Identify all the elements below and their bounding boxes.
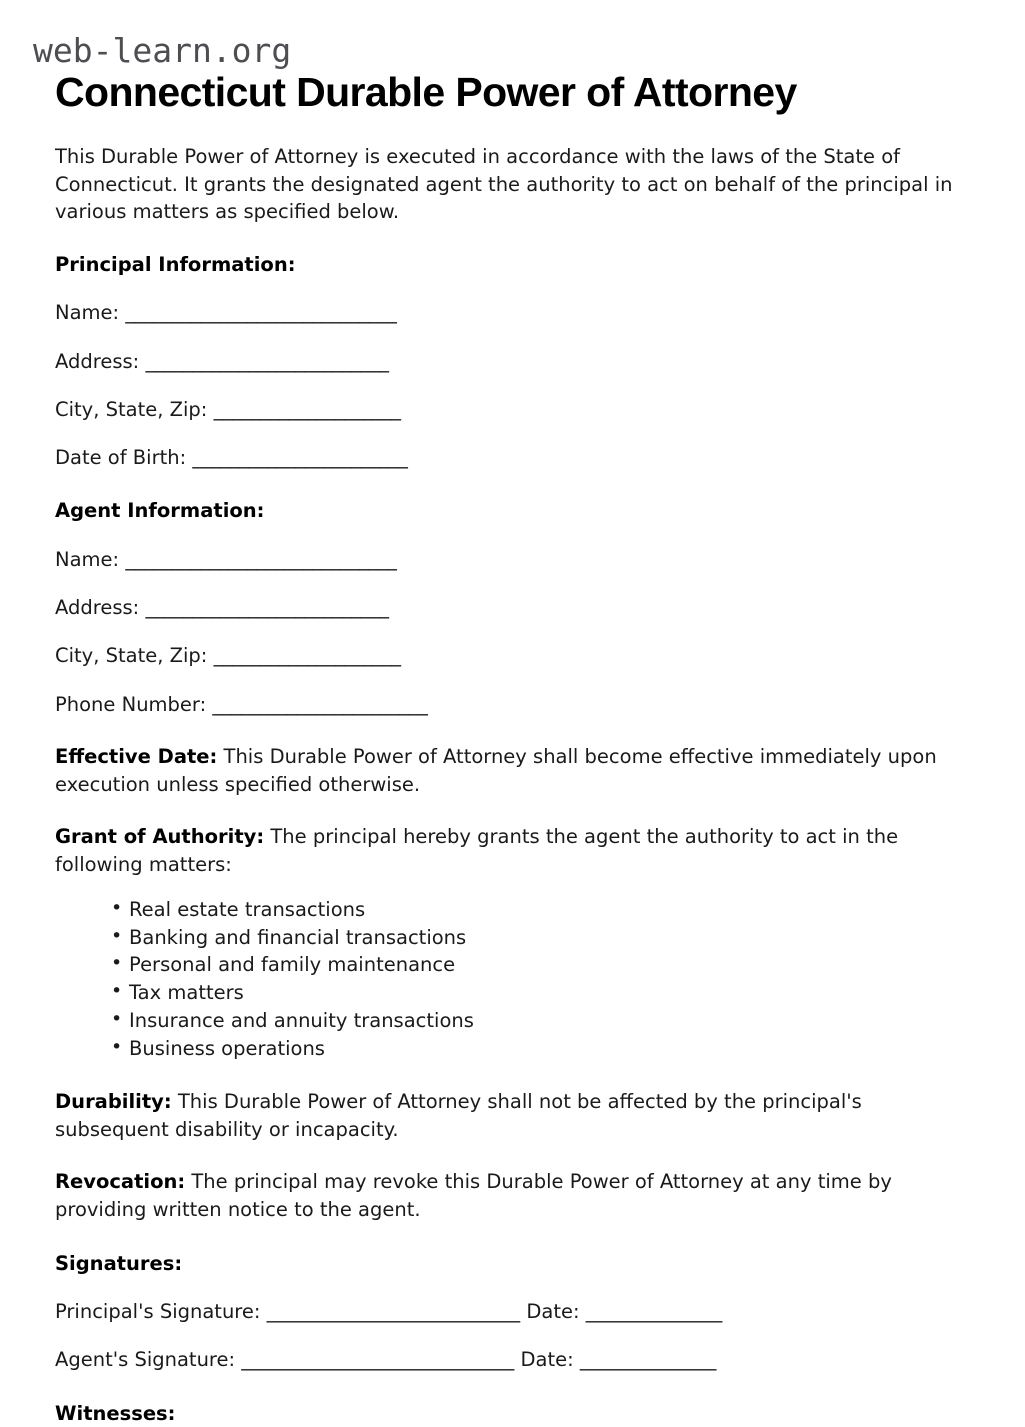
principal-date-of-birth-field <box>55 444 965 471</box>
durability-paragraph <box>55 1088 965 1143</box>
principal-signature-blank[interactable]: __________________________ <box>266 1299 521 1323</box>
agent-name-blank[interactable]: _____________________________ <box>125 547 397 571</box>
watermark-web-learn-org: web-learn.org <box>33 31 292 70</box>
granted-matters-list <box>55 896 965 1063</box>
list-item: • Business operations <box>111 1035 965 1063</box>
principal-name-label: Name: <box>55 301 120 325</box>
list-item: • Insurance and annuity transactions <box>111 1007 965 1035</box>
principal-signature-row <box>55 1298 965 1325</box>
agent-signature-label: Agent's Signature: <box>55 1348 236 1372</box>
principal-city-state-zip-field <box>55 396 965 423</box>
principal-address-field <box>55 348 965 375</box>
agent-city-state-zip-field <box>55 642 965 669</box>
signatures-heading: Signatures: <box>55 1251 183 1275</box>
durability-lead: Durability: <box>55 1089 172 1113</box>
grant-of-authority-paragraph <box>55 823 965 878</box>
grant-of-authority-lead: Grant of Authority: <box>55 825 265 849</box>
agent-phone-number-label: Phone Number: <box>55 692 207 716</box>
agent-city-state-zip-blank[interactable]: ____________________ <box>213 644 401 668</box>
agent-signature-blank[interactable]: ____________________________ <box>241 1348 515 1372</box>
agent-signature-row <box>55 1346 965 1373</box>
effective-date-lead: Effective Date: <box>55 744 218 768</box>
principal-city-state-zip-label: City, State, Zip: <box>55 397 208 421</box>
principal-signature-date-blank[interactable]: ______________ <box>585 1299 723 1323</box>
principal-signature-label: Principal's Signature: <box>55 1299 261 1323</box>
witnesses-heading: Witnesses: <box>55 1401 176 1425</box>
intro-paragraph: This Durable Power of Attorney is executed in accordance with the laws of the State of Connecticut. It grants the designated agent the authority to act on behalf of the principal in various matters as specified below. <box>55 144 953 224</box>
list-item: • Banking and financial transactions <box>111 924 965 952</box>
agent-phone-number-field <box>55 691 965 718</box>
agent-information-heading: Agent Information: <box>55 499 265 523</box>
grant-of-authority-body: The principal hereby grants the agent the authority to act in the following matters: <box>55 825 899 876</box>
list-item: • Personal and family maintenance <box>111 951 965 979</box>
revocation-lead: Revocation: <box>55 1170 186 1194</box>
principal-address-label: Address: <box>55 349 140 373</box>
principal-name-field <box>55 299 965 326</box>
agent-name-label: Name: <box>55 547 120 571</box>
agent-address-label: Address: <box>55 596 140 620</box>
document-content <box>55 70 965 1427</box>
agent-address-field <box>55 594 965 621</box>
agent-name-field <box>55 546 965 573</box>
list-item: • Tax matters <box>111 979 965 1007</box>
principal-city-state-zip-blank[interactable]: ____________________ <box>213 397 401 421</box>
effective-date-body: This Durable Power of Attorney shall become effective immediately upon execution unless specified otherwise. <box>55 744 937 796</box>
page-title: Connecticut Durable Power of Attorney <box>55 69 797 115</box>
durability-body: This Durable Power of Attorney shall not be affected by the principal's subsequent disability or incapacity. <box>55 1089 862 1141</box>
principal-information-heading: Principal Information: <box>55 252 296 276</box>
principal-date-of-birth-label: Date of Birth: <box>55 446 187 470</box>
revocation-body: The principal may revoke this Durable Power of Attorney at any time by providing written notice to the agent. <box>55 1170 892 1221</box>
effective-date-paragraph <box>55 743 965 798</box>
agent-address-blank[interactable]: __________________________ <box>145 596 389 620</box>
principal-address-blank[interactable]: __________________________ <box>145 349 389 373</box>
agent-city-state-zip-label: City, State, Zip: <box>55 644 208 668</box>
principal-signature-date-label: Date: <box>526 1299 580 1323</box>
principal-date-of-birth-blank[interactable]: _______________________ <box>192 446 408 470</box>
agent-phone-number-blank[interactable]: _______________________ <box>212 692 428 716</box>
agent-signature-date-label: Date: <box>520 1348 574 1372</box>
revocation-paragraph <box>55 1168 965 1223</box>
list-item: • Real estate transactions <box>111 896 965 924</box>
principal-name-blank[interactable]: _____________________________ <box>125 301 397 325</box>
agent-signature-date-blank[interactable]: ______________ <box>579 1348 717 1372</box>
